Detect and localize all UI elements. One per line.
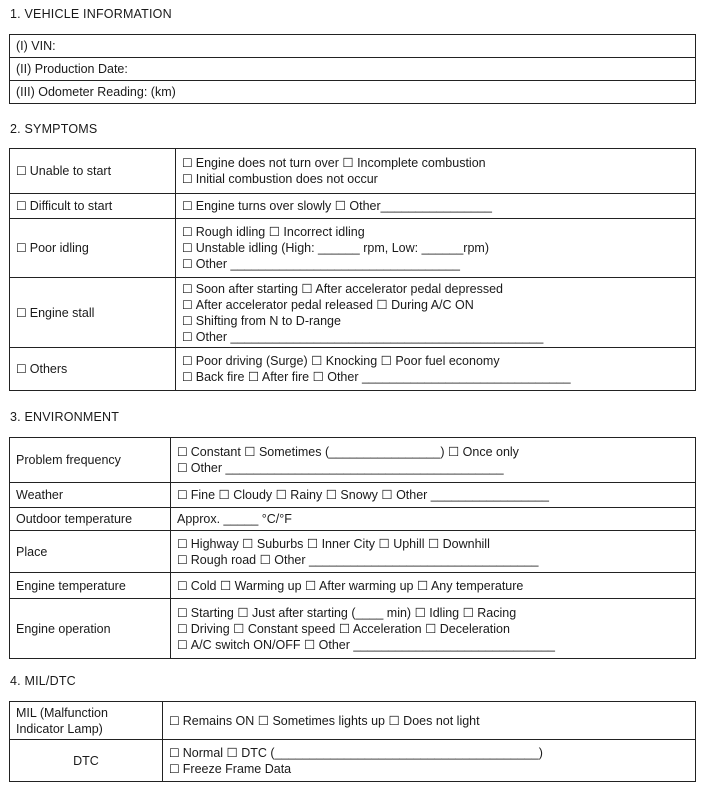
section-mil-dtc-title: 4. MIL/DTC	[10, 674, 76, 688]
symptom-options[interactable]: ☐ Soon after starting ☐ After accelerator pedal depressed ☐ After accelerator pedal released ☐ During A/C ON ☐ Shifting from N to D-range ☐ Other _____________________________________________	[176, 278, 696, 348]
environment-options[interactable]: ☐ Fine ☐ Cloudy ☐ Rainy ☐ Snowy ☐ Other _________________	[171, 483, 696, 508]
environment-label: Place	[10, 531, 171, 573]
mil-label: MIL (Malfunction Indicator Lamp)	[10, 702, 163, 740]
symptom-options[interactable]: ☐ Engine does not turn over ☐ Incomplete combustion ☐ Initial combustion does not occur	[176, 149, 696, 194]
environment-table	[9, 437, 696, 659]
symptom-label[interactable]: ☐ Difficult to start	[10, 194, 176, 219]
environment-label: Outdoor temperature	[10, 508, 171, 531]
symptom-options[interactable]: ☐ Rough idling ☐ Incorrect idling ☐ Unstable idling (High: ______ rpm, Low: ______rpm) ☐ Other _________________________________	[176, 219, 696, 278]
symptom-row	[10, 149, 696, 194]
environment-options[interactable]: ☐ Constant ☐ Sometimes (________________) ☐ Once only ☐ Other ________________________________________	[171, 438, 696, 483]
symptom-row	[10, 348, 696, 391]
production-date-field[interactable]: (II) Production Date:	[10, 58, 696, 81]
environment-row	[10, 573, 696, 599]
symptom-label[interactable]: ☐ Others	[10, 348, 176, 391]
dtc-row	[10, 740, 696, 782]
section-vehicle-information-title: 1. VEHICLE INFORMATION	[10, 7, 172, 21]
mil-options[interactable]: ☐ Remains ON ☐ Sometimes lights up ☐ Does not light	[163, 702, 696, 740]
mil-row	[10, 702, 696, 740]
symptom-options[interactable]: ☐ Engine turns over slowly ☐ Other________________	[176, 194, 696, 219]
environment-row	[10, 438, 696, 483]
environment-options[interactable]: Approx. _____ °C/°F	[171, 508, 696, 531]
section-symptoms-title: 2. SYMPTOMS	[10, 122, 98, 136]
vin-field[interactable]: (I) VIN:	[10, 35, 696, 58]
environment-options[interactable]: ☐ Starting ☐ Just after starting (____ min) ☐ Idling ☐ Racing ☐ Driving ☐ Constant speed ☐ Acceleration ☐ Deceleration ☐ A/C switch ON/OFF ☐ Other _____________________________	[171, 599, 696, 659]
symptom-label[interactable]: ☐ Poor idling	[10, 219, 176, 278]
environment-row	[10, 483, 696, 508]
symptom-row	[10, 278, 696, 348]
symptoms-table	[9, 148, 696, 391]
symptom-row	[10, 219, 696, 278]
environment-label: Problem frequency	[10, 438, 171, 483]
symptom-label[interactable]: ☐ Unable to start	[10, 149, 176, 194]
environment-label: Weather	[10, 483, 171, 508]
environment-row	[10, 508, 696, 531]
symptom-row	[10, 194, 696, 219]
environment-row	[10, 531, 696, 573]
symptom-label[interactable]: ☐ Engine stall	[10, 278, 176, 348]
odometer-reading-field[interactable]: (III) Odometer Reading: (km)	[10, 81, 696, 104]
environment-label: Engine operation	[10, 599, 171, 659]
environment-options[interactable]: ☐ Cold ☐ Warming up ☐ After warming up ☐ Any temperature	[171, 573, 696, 599]
environment-label: Engine temperature	[10, 573, 171, 599]
environment-row	[10, 599, 696, 659]
symptom-options[interactable]: ☐ Poor driving (Surge) ☐ Knocking ☐ Poor fuel economy ☐ Back fire ☐ After fire ☐ Other ______________________________	[176, 348, 696, 391]
vehicle-information-table	[9, 34, 696, 104]
mil-dtc-table	[9, 701, 696, 782]
section-environment-title: 3. ENVIRONMENT	[10, 410, 120, 424]
environment-options[interactable]: ☐ Highway ☐ Suburbs ☐ Inner City ☐ Uphill ☐ Downhill ☐ Rough road ☐ Other _________________________________	[171, 531, 696, 573]
dtc-options[interactable]: ☐ Normal ☐ DTC (______________________________________) ☐ Freeze Frame Data	[163, 740, 696, 782]
dtc-label: DTC	[10, 740, 163, 782]
